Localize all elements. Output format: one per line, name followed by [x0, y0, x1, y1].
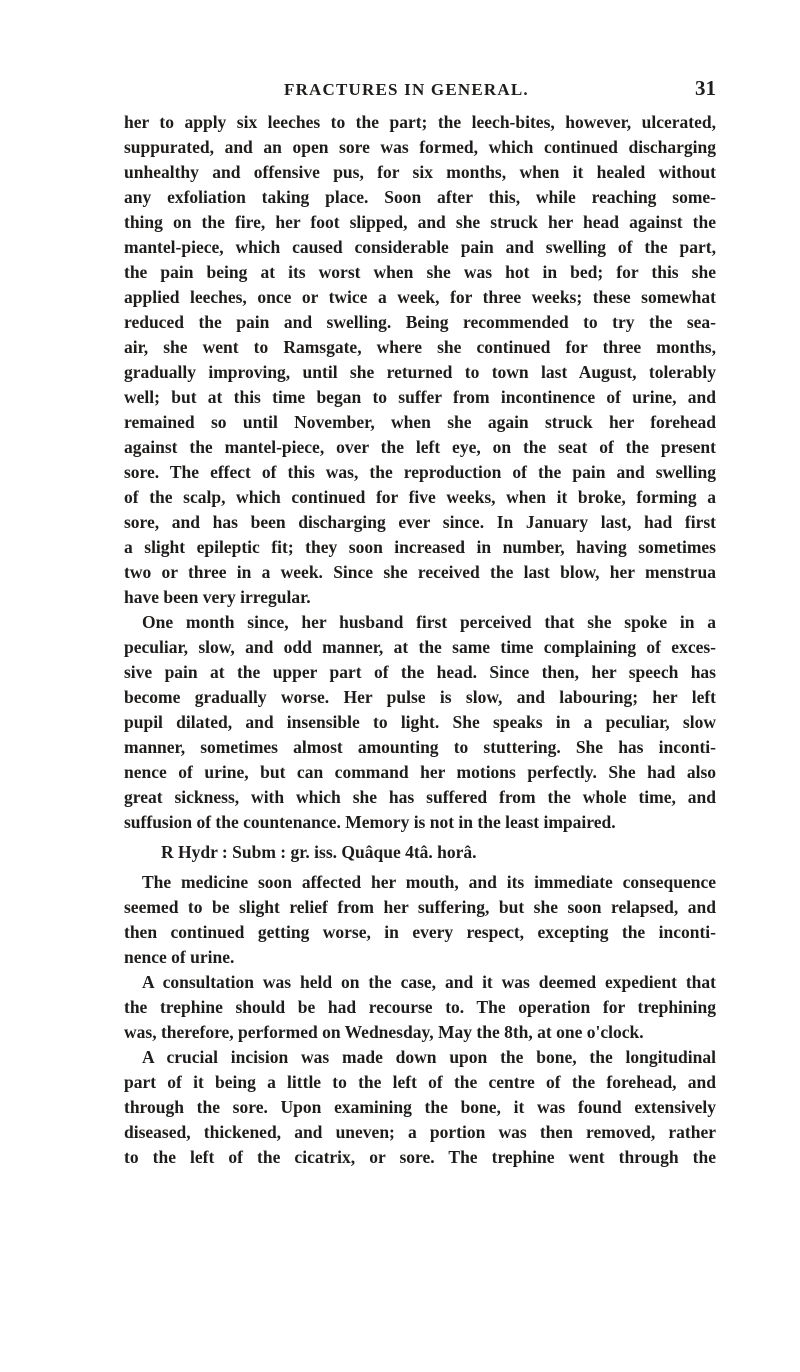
text-line: diseased, thickened, and uneven; a portion was then removed, rather — [124, 1122, 716, 1142]
paragraph-operation — [124, 1045, 716, 1170]
text-line: air, she went to Ramsgate, where she continued for three months, — [124, 337, 716, 357]
text-line: become gradually worse. Her pulse is slow, and labouring; her left — [124, 687, 716, 707]
text-line: have been very irregular. — [124, 587, 311, 607]
running-head: FRACTURES IN GENERAL. — [284, 80, 529, 99]
text-line: seemed to be slight relief from her suffering, but she soon relapsed, and — [124, 897, 716, 917]
text-line: sore, and has been discharging ever since. In January last, had first — [124, 512, 716, 532]
text-line: applied leeches, once or twice a week, for three weeks; these somewhat — [124, 287, 716, 307]
text-line: A crucial incision was made down upon the bone, the longitudinal — [142, 1047, 716, 1067]
text-line: the pain being at its worst when she was hot in bed; for this she — [124, 262, 716, 282]
paragraph-treatment — [124, 870, 716, 970]
text-line: peculiar, slow, and odd manner, at the same time complaining of exces- — [124, 637, 716, 657]
text-line: thing on the fire, her foot slipped, and she struck her head against the — [124, 212, 716, 232]
text-line: remained so until November, when she again struck her forehead — [124, 412, 716, 432]
text-line: any exfoliation taking place. Soon after this, while reaching some- — [124, 187, 716, 207]
text-line: The medicine soon affected her mouth, and its immediate consequence — [142, 872, 716, 892]
text-line: well; but at this time began to suffer from incontinence of urine, and — [124, 387, 716, 407]
paragraph-consultation — [124, 970, 716, 1045]
text-line: pupil dilated, and insensible to light. She speaks in a peculiar, slow — [124, 712, 716, 732]
text-line: sore. The effect of this was, the reproduction of the pain and swelling — [124, 462, 716, 482]
text-line: her to apply six leeches to the part; the leech-bites, however, ulcerated, — [124, 112, 716, 132]
prescription: R Hydr : Subm : gr. iss. Quâque 4tâ. horâ. — [161, 842, 477, 862]
text-line: mantel-piece, which caused considerable pain and swelling of the part, — [124, 237, 716, 257]
text-line: gradually improving, until she returned to town last August, tolerably — [124, 362, 716, 382]
paragraph-history — [124, 110, 716, 610]
text-line: to the left of the cicatrix, or sore. The trephine went through the — [124, 1147, 716, 1167]
text-line: reduced the pain and swelling. Being recommended to try the sea- — [124, 312, 716, 332]
text-line: great sickness, with which she has suffered from the whole time, and — [124, 787, 716, 807]
text-line: a slight epileptic fit; they soon increased in number, having sometimes — [124, 537, 716, 557]
text-line: suppurated, and an open sore was formed, which continued discharging — [124, 137, 716, 157]
text-line: A consultation was held on the case, and it was deemed expedient that — [142, 972, 716, 992]
text-line: of the scalp, which continued for five weeks, when it broke, forming a — [124, 487, 716, 507]
text-line: was, therefore, performed on Wednesday, May the 8th, at one o'clock. — [124, 1022, 644, 1042]
text-line: unhealthy and offensive pus, for six months, when it healed without — [124, 162, 716, 182]
text-line: nence of urine. — [124, 947, 235, 967]
text-line: part of it being a little to the left of the centre of the forehead, and — [124, 1072, 716, 1092]
text-line: against the mantel-piece, over the left eye, on the seat of the present — [124, 437, 716, 457]
text-line: sive pain at the upper part of the head. Since then, her speech has — [124, 662, 716, 682]
page-number: 31 — [695, 76, 716, 100]
text-line: two or three in a week. Since she received the last blow, her menstrua — [124, 562, 716, 582]
text-line: suffusion of the countenance. Memory is not in the least impaired. — [124, 812, 616, 832]
page-body — [124, 110, 716, 1170]
text-line: manner, sometimes almost amounting to stuttering. She has inconti- — [124, 737, 716, 757]
text-line: nence of urine, but can command her motions perfectly. She had also — [124, 762, 716, 782]
page-header — [124, 76, 716, 104]
text-line: the trephine should be had recourse to. The operation for trephining — [124, 997, 716, 1017]
text-line: then continued getting worse, in every respect, excepting the inconti- — [124, 922, 716, 942]
paragraph-symptoms — [124, 610, 716, 835]
text-line: One month since, her husband first perceived that she spoke in a — [142, 612, 716, 632]
text-line: through the sore. Upon examining the bone, it was found extensively — [124, 1097, 716, 1117]
